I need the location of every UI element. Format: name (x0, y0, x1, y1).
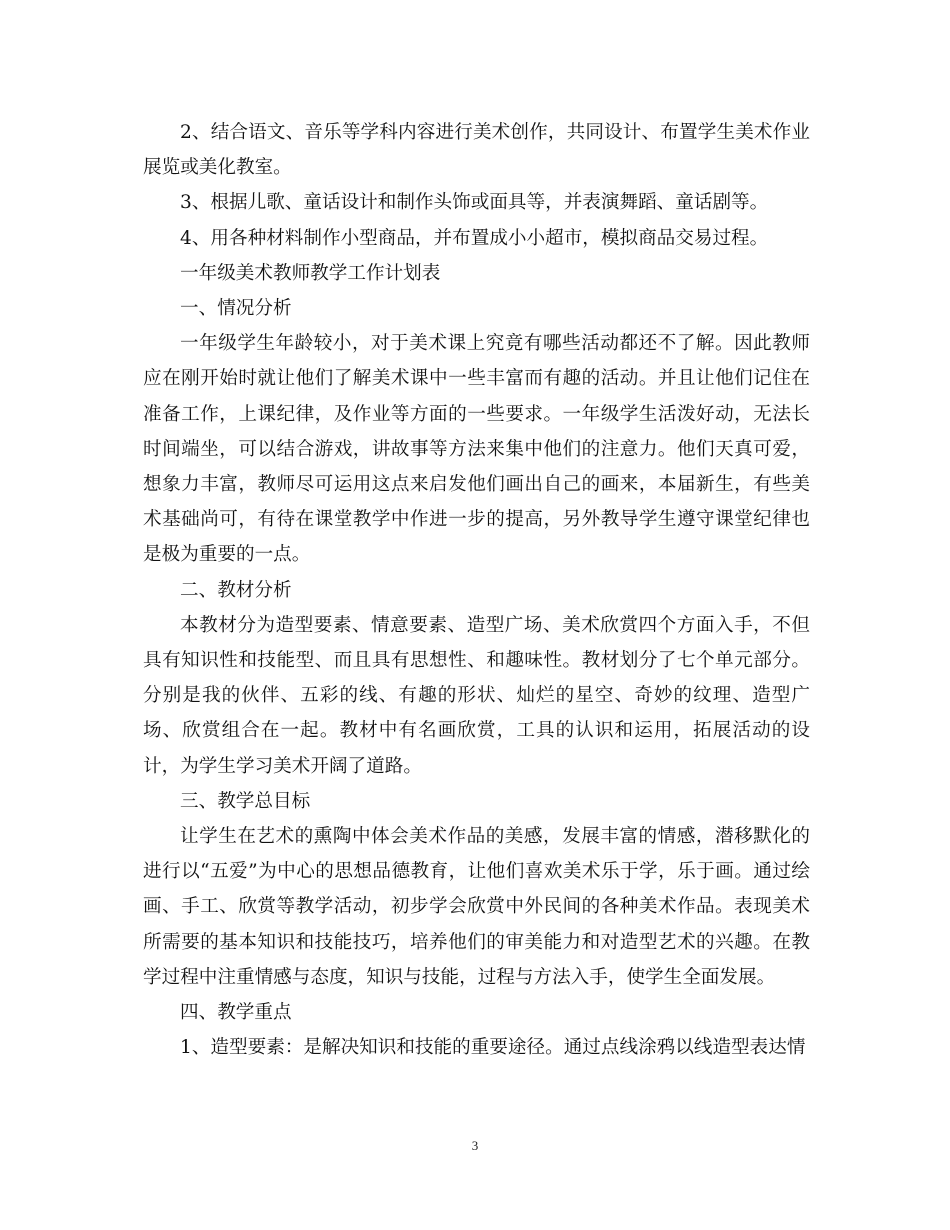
document-title: 一年级美术教师教学工作计划表 (180, 262, 441, 284)
paragraph-textbook: 本教材分为造型要素、情意要素、造型广场、美术欣赏四个方面入手，不但具有知识性和技能型、而且具有思想性、和趣味性。教材划分了七个单元部分。分别是我的伙伴、五彩的线、有趣的形状、灿烂的星空、奇妙的纹理、造型广场、欣赏组合在一起。教材中有名画欣赏，工具的认识和运用，拓展活动的设计，为学生学习美术开阔了道路。 (143, 614, 810, 777)
section-heading-2: 二、教材分析 (180, 579, 292, 601)
paragraph-goals: 让学生在艺术的熏陶中体会美术作品的美感，发展丰富的情感，潜移默化的进行以“五爱”为中心的思想品德教育，让他们喜欢美术乐于学，乐于画。通过绘画、手工、欣赏等教学活动，初步学会欣赏中外民间的各种美术作品。表现美术所需要的基本知识和技能技巧，培养他们的审美能力和对造型艺术的兴趣。在教学过程中注重情感与态度，知识与技能，过程与方法入手，使学生全面发展。 (143, 826, 810, 988)
paragraph-1: 2、结合语文、音乐等学科内容进行美术创作，共同设计、布置学生美术作业展览或美化教室。 (143, 122, 810, 179)
page-number: 3 (471, 1138, 479, 1153)
section-heading-3: 三、教学总目标 (180, 790, 311, 812)
section-heading-4: 四、教学重点 (180, 1002, 292, 1024)
paragraph-situation: 一年级学生年龄较小，对于美术课上究竟有哪些活动都还不了解。因此教师应在刚开始时就让他们了解美术课中一些丰富而有趣的活动。并且让他们记住在准备工作，上课纪律，及作业等方面的一些要求。一年级学生活泼好动，无法长时间端坐，可以结合游戏，讲故事等方法来集中他们的注意力。他们天真可爱，想象力丰富，教师尽可运用这点来启发他们画出自己的画来，本届新生，有些美术基础尚可，有待在课堂教学中作进一步的提高，另外教导学生遵守课堂纪律也是极为重要的一点。 (143, 333, 810, 566)
paragraph-3: 4、用各种材料制作小型商品，并布置成小小超市，模拟商品交易过程。 (180, 227, 769, 249)
document-body (143, 115, 810, 1065)
paragraph-key-point-1: 1、造型要素：是解决知识和技能的重要途径。通过点线涂鸦以线造型表达情 (180, 1037, 806, 1059)
section-heading-1: 一、情况分析 (180, 298, 292, 320)
paragraph-2: 3、根据儿歌、童话设计和制作头饰或面具等，并表演舞蹈、童话剧等。 (180, 192, 769, 214)
